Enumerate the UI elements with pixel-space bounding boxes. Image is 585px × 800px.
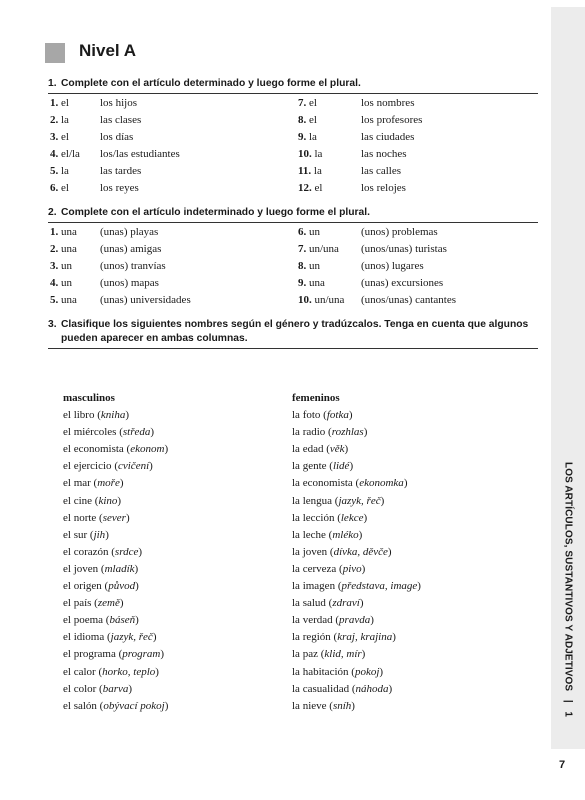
noun-spanish: la paz [292, 648, 318, 661]
noun-row: el ejercicio (cvičení) [63, 460, 153, 473]
answer-number: 4. [50, 277, 59, 289]
answer-number: 10. [298, 148, 312, 160]
answer-article [50, 241, 77, 258]
answer-number: 3. [50, 260, 59, 272]
noun-czech: dívka, děvče [333, 545, 388, 558]
answer-plural: (unas) excursiones [361, 277, 444, 289]
answer-article [50, 163, 69, 180]
page-number: 7 [559, 759, 566, 771]
noun-row: la casualidad (náhoda) [292, 682, 393, 695]
answer-plural: las noches [361, 148, 407, 160]
noun-spanish: el país [63, 597, 92, 610]
noun-row: la habitación (pokoj) [292, 665, 384, 678]
noun-czech: obývací pokoj [103, 699, 165, 712]
answer-article-text: la [309, 131, 317, 143]
answer-article-text: un [309, 226, 320, 238]
answer-number: 2. [50, 114, 59, 126]
answer-article-text: un/una [314, 294, 345, 306]
noun-row: el país (země) [63, 597, 124, 610]
exercise-2-text: Complete con el artículo indeterminado y luego forme el plural. [61, 207, 370, 218]
noun-spanish: el mar [63, 477, 91, 490]
answer-article [50, 258, 72, 275]
answer-plural: (unos) lugares [361, 260, 424, 272]
noun-spanish: la edad [292, 443, 324, 456]
noun-czech: pokoj [354, 665, 380, 678]
noun-row: la foto (fotka) [292, 409, 353, 421]
noun-spanish: el corazón [63, 545, 109, 558]
answer-article [50, 95, 69, 112]
masculine-column-header: masculinos [63, 392, 115, 404]
answer-article-text: un [61, 277, 72, 289]
noun-czech: kniha [100, 409, 126, 421]
answer-plural: las ciudades [361, 131, 415, 143]
noun-row: el sur (jih) [63, 528, 109, 541]
noun-row: la verdad (pravda) [292, 614, 374, 627]
answer-article-text: una [61, 294, 77, 306]
noun-spanish: el cine [63, 494, 93, 507]
answer-number: 7. [298, 243, 307, 255]
answer-number: 1. [50, 226, 59, 238]
noun-row: la economista (ekonomka) [292, 477, 408, 490]
answer-number: 3. [50, 131, 59, 143]
answer-number: 1. [50, 97, 59, 109]
noun-spanish: el programa [63, 648, 116, 661]
noun-czech: pivo [342, 562, 362, 575]
noun-row: la radio (rozhlas) [292, 426, 368, 439]
answer-article [298, 224, 320, 241]
noun-spanish: el origen [63, 580, 102, 592]
noun-row: la joven (dívka, děvče) [292, 545, 392, 558]
noun-row: el origen (původ) [63, 580, 139, 592]
answer-plural: (unas) amigas [100, 243, 162, 255]
noun-czech: jazyk, řeč [338, 494, 381, 507]
noun-czech: klid, mír [324, 648, 362, 661]
answer-plural: los nombres [361, 97, 415, 109]
noun-row: la leche (mléko) [292, 528, 363, 541]
noun-row: la región (kraj, krajina) [292, 631, 396, 644]
answer-plural: (unos) mapas [100, 277, 159, 289]
noun-spanish: la joven [292, 545, 328, 558]
answer-number: 4. [50, 148, 59, 160]
noun-czech: jih [93, 528, 106, 541]
noun-czech: sníh [332, 699, 352, 712]
noun-czech: moře [97, 477, 120, 490]
noun-czech: náhoda [355, 682, 389, 695]
noun-row: el poema (báseň) [63, 614, 139, 627]
noun-row: la salud (zdraví) [292, 597, 364, 610]
page-title: Nivel A [79, 41, 137, 60]
answer-number: 8. [298, 260, 307, 272]
noun-row: el joven (mladík) [63, 562, 139, 575]
noun-czech: fotka [326, 409, 349, 421]
exercise-1-instruction [48, 77, 538, 94]
answer-number: 12. [298, 182, 312, 194]
answer-article-text: el [61, 182, 69, 194]
answer-article [298, 292, 344, 309]
noun-czech: představa, image [341, 580, 418, 592]
noun-czech: zdraví [332, 597, 360, 610]
answer-article-text: el [309, 97, 317, 109]
section-side-separator: | [562, 699, 574, 703]
noun-row: el economista (ekonom) [63, 443, 169, 456]
noun-row: el programa (program) [63, 648, 165, 661]
noun-czech: ekonomka [359, 477, 404, 490]
noun-spanish: la región [292, 631, 331, 644]
answer-plural: (unas) playas [100, 226, 159, 238]
answer-article [298, 275, 325, 292]
answer-article [298, 95, 317, 112]
answer-article-text: un [61, 260, 72, 272]
answer-number: 5. [50, 165, 59, 177]
answer-article [298, 112, 317, 129]
noun-czech: lidé [332, 460, 350, 473]
noun-spanish: la radio [292, 426, 326, 439]
noun-spanish: el libro [63, 409, 95, 421]
noun-spanish: el color [63, 682, 97, 695]
noun-spanish: la lengua [292, 494, 333, 507]
exercise-2-instruction [48, 206, 538, 223]
noun-row: el calor (horko, teplo) [63, 665, 159, 678]
answer-number: 2. [50, 243, 59, 255]
exercise-3-text: Clasifique los siguientes nombres según el género y tradúzcalos. Tenga en cuenta que algunos pueden aparecer en ambas columnas. [61, 319, 529, 344]
noun-row: el mar (moře) [63, 477, 124, 490]
noun-czech: rozhlas [331, 426, 364, 439]
noun-czech: kino [98, 494, 118, 507]
noun-row: la lengua (jazyk, řeč) [292, 494, 385, 507]
noun-spanish: el sur [63, 528, 88, 541]
noun-spanish: la leche [292, 528, 326, 541]
noun-spanish: la verdad [292, 614, 333, 627]
noun-czech: lekce [340, 511, 364, 524]
answer-plural: los reyes [100, 182, 139, 194]
noun-row: la imagen (představa, image) [292, 580, 421, 592]
noun-row: el salón (obývací pokoj) [63, 699, 169, 712]
noun-czech: program [122, 648, 161, 661]
noun-czech: středa [122, 426, 151, 439]
answer-number: 6. [50, 182, 59, 194]
exercise-2-number: 2. [48, 207, 57, 218]
noun-row: el miércoles (středa) [63, 426, 155, 439]
answer-number: 10. [298, 294, 312, 306]
noun-czech: barva [102, 682, 129, 695]
noun-czech: ekonom [130, 443, 165, 456]
answer-plural: las tardes [100, 165, 142, 177]
answer-number: 9. [298, 131, 307, 143]
noun-row: la nieve (sníh) [292, 699, 355, 712]
answer-article [50, 112, 69, 129]
exercise-1-number: 1. [48, 78, 57, 89]
answer-article-text: el/la [61, 148, 80, 160]
answer-article-text: un [309, 260, 320, 272]
noun-spanish: la economista [292, 477, 353, 490]
answer-plural: las clases [100, 114, 142, 126]
answer-plural: las calles [361, 165, 402, 177]
noun-row: la gente (lidé) [292, 460, 354, 473]
section-side-title: LOS ARTÍCULOS, SUSTANTIVOS Y ADJETIVOS [562, 462, 574, 692]
answer-plural: los hijos [100, 97, 137, 109]
answer-article [50, 224, 77, 241]
answer-number: 11. [298, 165, 312, 177]
answer-article [50, 292, 77, 309]
noun-spanish: el poema [63, 614, 104, 627]
answer-article-text: el [61, 97, 69, 109]
noun-czech: věk [329, 443, 345, 456]
answer-number: 8. [298, 114, 307, 126]
noun-czech: pravda [339, 614, 371, 627]
answer-plural: los profesores [361, 114, 423, 126]
answer-plural: (unos) tranvías [100, 260, 166, 272]
noun-spanish: la casualidad [292, 682, 350, 695]
answer-article [298, 258, 320, 275]
answer-plural: (unos/unas) cantantes [361, 294, 456, 306]
answer-article [298, 146, 322, 163]
noun-czech: srdce [114, 545, 139, 558]
noun-czech: jazyk, řeč [110, 631, 153, 644]
answer-plural: los días [100, 131, 134, 143]
answer-article-text: la [314, 148, 323, 160]
answer-number: 9. [298, 277, 307, 289]
answer-number: 5. [50, 294, 59, 306]
noun-spanish: la habitación [292, 665, 349, 678]
answer-article-text: una [309, 277, 325, 289]
noun-row: la lección (lekce) [292, 511, 368, 524]
answer-article [298, 129, 317, 146]
noun-row: el idioma (jazyk, řeč) [63, 631, 157, 644]
exercise-1-text: Complete con el artículo determinado y luego forme el plural. [61, 78, 361, 89]
answer-article [298, 163, 322, 180]
answer-article [298, 241, 339, 258]
noun-czech: báseň [109, 614, 136, 627]
answer-plural: (unos) problemas [361, 226, 438, 238]
noun-spanish: la salud [292, 597, 326, 610]
exercise-3-number: 3. [48, 319, 57, 330]
noun-row: la paz (klid, mír) [292, 648, 366, 661]
answer-article [50, 180, 69, 197]
noun-spanish: el calor [63, 665, 96, 678]
answer-plural: (unos/unas) turistas [361, 243, 447, 255]
noun-spanish: la foto [292, 409, 321, 421]
answer-article-text: una [61, 243, 77, 255]
noun-czech: horko, teplo [102, 665, 156, 678]
noun-czech: cvičení [117, 460, 150, 473]
noun-czech: země [97, 597, 120, 610]
answer-article-text: el [314, 182, 323, 194]
noun-row: la edad (věk) [292, 443, 349, 456]
noun-row: el corazón (srdce) [63, 545, 143, 558]
answer-article-text: el [309, 114, 317, 126]
noun-spanish: el joven [63, 562, 99, 575]
answer-article-text: un/una [309, 243, 339, 255]
answer-article-text: una [61, 226, 77, 238]
answer-plural: los/las estudiantes [100, 148, 180, 160]
noun-spanish: el norte [63, 511, 97, 524]
answer-article-text: la [61, 114, 69, 126]
noun-spanish: el economista [63, 443, 124, 456]
noun-row: el libro (kniha) [63, 409, 130, 421]
noun-row: el color (barva) [63, 682, 133, 695]
noun-spanish: la nieve [292, 699, 327, 712]
answer-plural: (unas) universidades [100, 294, 191, 306]
noun-spanish: la cerveza [292, 562, 337, 575]
answer-number: 6. [298, 226, 307, 238]
answer-plural: los relojes [361, 182, 406, 194]
answer-article-text: el [61, 131, 69, 143]
answer-article [50, 129, 69, 146]
noun-spanish: la gente [292, 460, 327, 473]
noun-spanish: el ejercicio [63, 460, 112, 473]
noun-spanish: el idioma [63, 631, 105, 644]
noun-spanish: el salón [63, 699, 97, 712]
section-side-label [554, 462, 582, 732]
answer-article-text: la [61, 165, 69, 177]
answer-number: 7. [298, 97, 307, 109]
exercise-3-instruction [48, 318, 538, 349]
answer-article [50, 146, 80, 163]
noun-row: la cerveza (pivo) [292, 562, 366, 575]
noun-czech: mladík [104, 562, 135, 575]
answer-article [298, 180, 322, 197]
noun-czech: mléko [332, 528, 359, 541]
noun-row: el cine (kino) [63, 494, 122, 507]
noun-spanish: el miércoles [63, 426, 117, 439]
noun-spanish: la imagen [292, 580, 336, 592]
feminine-column-header: femeninos [292, 392, 340, 404]
title-square-icon [45, 43, 65, 63]
noun-czech: sever [102, 511, 126, 524]
answer-article [50, 275, 72, 292]
noun-spanish: la lección [292, 511, 335, 524]
noun-czech: kraj, krajina [337, 631, 393, 644]
noun-czech: původ [108, 580, 136, 592]
noun-row: el norte (sever) [63, 511, 130, 524]
answer-article-text: la [313, 165, 322, 177]
section-side-number: 1 [562, 711, 574, 718]
